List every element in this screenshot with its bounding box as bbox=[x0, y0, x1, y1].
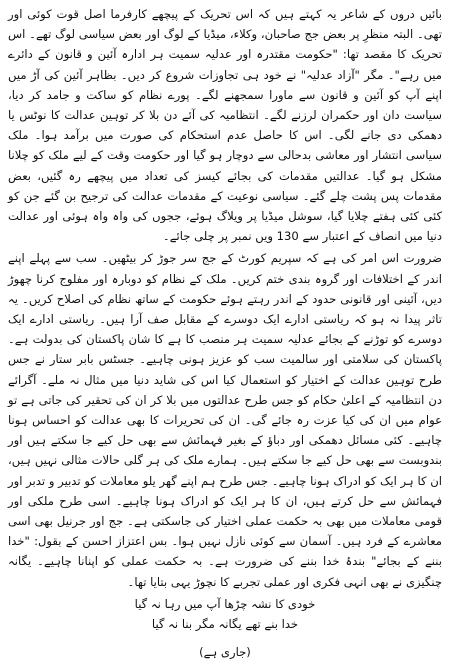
article-paragraph-1: بائیں دروں کے شاعر یہ کہتے ہیں کہ اس تحریک کے پیچھے کارفرما اصل قوت کوئی اور تھی۔ البتہ منظرِ پر بعض جج صاحبان، وکلاء، میڈیا کے لوگ اور بعض سیاسی لوگ تھے۔ اس تحریک کا مقصد تھا: "حکومت مقتدرہ اور عدلیہ سمیت ہر ادارہ آئین و قانون کے دائرے میں رہے"۔ مگر "آزاد عدلیہ" نے خود ہی تجاوزات شروع کر دیں۔ بظاہر آئین کی آڑ میں اپنے آپ کو آئین و قانون سے ماورا سمجھنے لگے۔ پورے نظام کو ساکت و جامد کر دیا، سیاست دان اور حکمران لرزنے لگے۔ انتظامیہ کی آئے دن بلا کر توہین عدالت کا نوٹس یا دھمکی دی جانے لگی۔ اس کا حاصل عدم استحکام کی صورت میں برآمد ہوا۔ ملک سیاسی انتشار اور معاشی بدحالی سے دوچار ہو گیا اور حکومت وقت کے لیے ملک کو چلانا مشکل ہو گیا۔ عدالتیں مقدمات کی بجائے کیسز کی تعداد میں پیچھے رہ گئیں، بعض مقدمات پس پشت چلے گئے۔ سیاسی نوعیت کے مقدمات عدالت کی ترجیح بن گئے جن کو کئی کئی ہفتے چلایا گیا، سوشل میڈیا پر ویلاگ ہوئے، ججوں کی واہ واہ ہوئی اور عدالت دنیا میں انصاف کے اعتبار سے 130 ویں نمبر پر چلی جائے۔ bbox=[8, 7, 442, 244]
continued-note: (جاری ہے) bbox=[199, 644, 251, 659]
verse-line-1: خودی کا نشہ چڑھا آپ میں رہا نہ گیا bbox=[134, 596, 316, 611]
verse-line-2: خدا بنے تھے یگانہ مگر بنا نہ گیا bbox=[151, 616, 299, 631]
article-paragraph-2: ضرورت اس امر کی ہے کہ سپریم کورٹ کے جج سر جوڑ کر بیٹھیں۔ سب سے پہلے اپنے اندر کے اختلافات اور گروہ بندی ختم کریں۔ ملک کے نظام کو دوبارہ اور مفلوج کرنا چھوڑ دیں، آئینی اور قانونی حدود کے اندر رہتے ہوئے حکومت کے ساتھ نظام کی اصلاح کریں۔ یہ تاثر پیدا نہ ہو کہ ریاستی ادارے ایک دوسرے کے مقابل صف آرا ہیں۔ ریاستی ادارے ایک دوسرے کو توڑنے کے بجائے عدلیہ سمیت ہر منصب کا ہے کا شان پاکستان کی بدولت ہے۔ پاکستان کی سلامتی اور سالمیت سب کو عزیز ہونی چاہیے۔ جسٹس بابر ستار نے جس طرح توہین عدالت کے اختیار کو استعمال کیا اس کی شاید دنیا میں مثال نہ ملے۔ آگرائے دن انتظامیہ کے اعلیٰ حکام کو جس طرح عدالتوں میں بلا کر ان کی تحقیر کی جاتی ہے تو عوام میں ان کی کیا عزت رہ جائے گی۔ ان کی تحریرات کا بھی عدالت کو احساس ہونا چاہیے۔ کئی مسائل دھمکی اور دباؤ کے بغیر فہمائش سے بھی حل کیے جا سکتے ہیں اور بندوبست سے بھی حل کیے جا سکتے ہیں۔ ہمارے ملک کی ہر گلی حالات مثالی نہیں ہیں، ان کا ہر ایک کو ادراک ہونا چاہیے۔ جس طرح ہم اپنے گھر یلو معاملات کو تدبیر و تدبر اور فہمائش سے حل کرتے ہیں، ان کا ہر ایک کو ادراک ہونا چاہیے۔ اسی طرح ملکی اور قومی معاملات میں بھی بہ حکمت عملی اختیار کی جاسکتی ہے۔ جج اور جرنیل بھی اسی معاشرے کے فرد ہیں۔ آسمان سے کوئی نازل نہیں ہوا۔ بس اعتزاز احسن کے بقول: "خدا بننے کے بجائے" بندۂ خدا بننے کی ضرورت ہے۔ بہ حکمت عملی کو اپنانا چاہیے۔ یگانہ چنگیزی نے بھی انہی فکری اور عملی تجربے کا نچوڑ یہی بتایا تھا۔ bbox=[8, 251, 442, 589]
poetry-couplet bbox=[8, 594, 442, 634]
